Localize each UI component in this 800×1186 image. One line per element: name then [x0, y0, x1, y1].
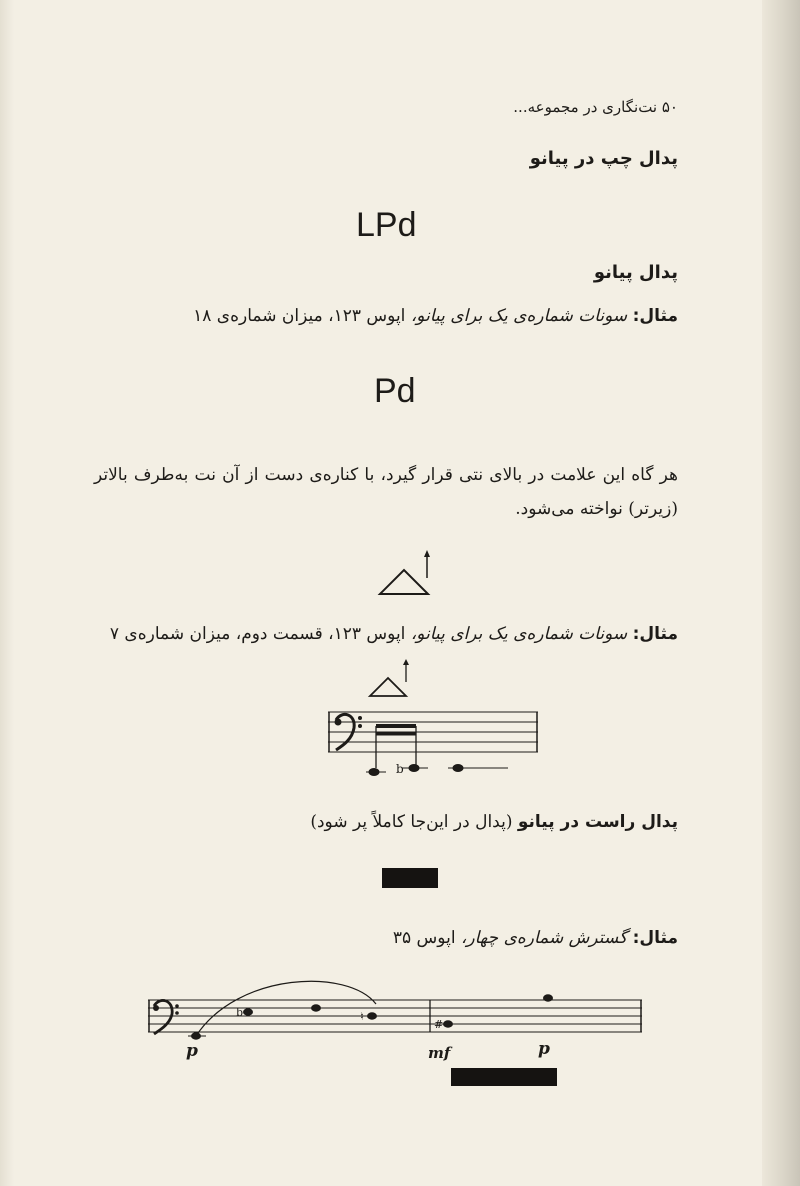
heading-right-pedal [310, 812, 678, 832]
full-pedal-bar-symbol [382, 868, 438, 888]
running-header [513, 98, 678, 116]
example-1-title: سونات شماره‌ی یک برای پیانو، [410, 306, 628, 326]
svg-text:b: b [396, 762, 404, 776]
example-2 [94, 616, 678, 652]
full-pedal-bar-symbol-2 [451, 1068, 557, 1086]
example-1-label: مثال: [632, 306, 678, 326]
explanation-paragraph: هر گاه این علامت در بالای نتی قرار گیرد، با کناره‌ی دست از آن نت به‌طرف بالاتر (زیرتر) نواخته می‌شود. [94, 465, 678, 519]
svg-text:b: b [236, 1006, 244, 1019]
running-title: ۵۰ نت‌نگاری در مجموعه... [513, 98, 678, 116]
example-2-detail: اپوس ۱۲۳، قسمت دوم، میزان شماره‌ی ۷ [109, 624, 411, 644]
page-shadow-left [0, 0, 14, 1186]
music-staff-example-3 [148, 976, 644, 1076]
example-1-detail: اپوس ۱۲۳، میزان شماره‌ی ۱۸ [193, 306, 411, 326]
hand-edge-triangle-icon [376, 548, 436, 598]
symbol-lpd: LPd [356, 206, 417, 244]
hand-edge-triangle-small-icon [366, 658, 416, 700]
svg-text:#: # [434, 1018, 444, 1031]
svg-text:♮: ♮ [360, 1010, 364, 1023]
heading-pedal: پدال پیانو [593, 262, 678, 283]
right-pedal-note: (پدال در این‌جا کاملاً پر شود) [310, 812, 518, 832]
music-staff-example-2 [328, 708, 540, 788]
example-3-detail: اپوس ۳۵ [392, 928, 461, 948]
example-2-label: مثال: [632, 624, 678, 644]
bass-clef-2-icon [153, 1000, 179, 1034]
example-1 [193, 306, 678, 326]
example-3-title: گسترش شماره‌ی چهار، [460, 928, 628, 948]
symbol-pd: Pd [374, 372, 416, 410]
example-3-label: مثال: [632, 928, 678, 948]
page-edge-right [762, 0, 800, 1186]
heading-left-pedal: پدال چپ در پیانو [529, 148, 678, 169]
dynamic-mf: mf [428, 1044, 451, 1062]
right-pedal-title: پدال راست در پیانو [517, 812, 678, 832]
dynamic-p-1: p [186, 1041, 198, 1061]
example-2-title: سونات شماره‌ی یک برای پیانو، [410, 624, 628, 644]
dynamic-p-2: p [538, 1039, 550, 1059]
example-3 [393, 928, 678, 948]
